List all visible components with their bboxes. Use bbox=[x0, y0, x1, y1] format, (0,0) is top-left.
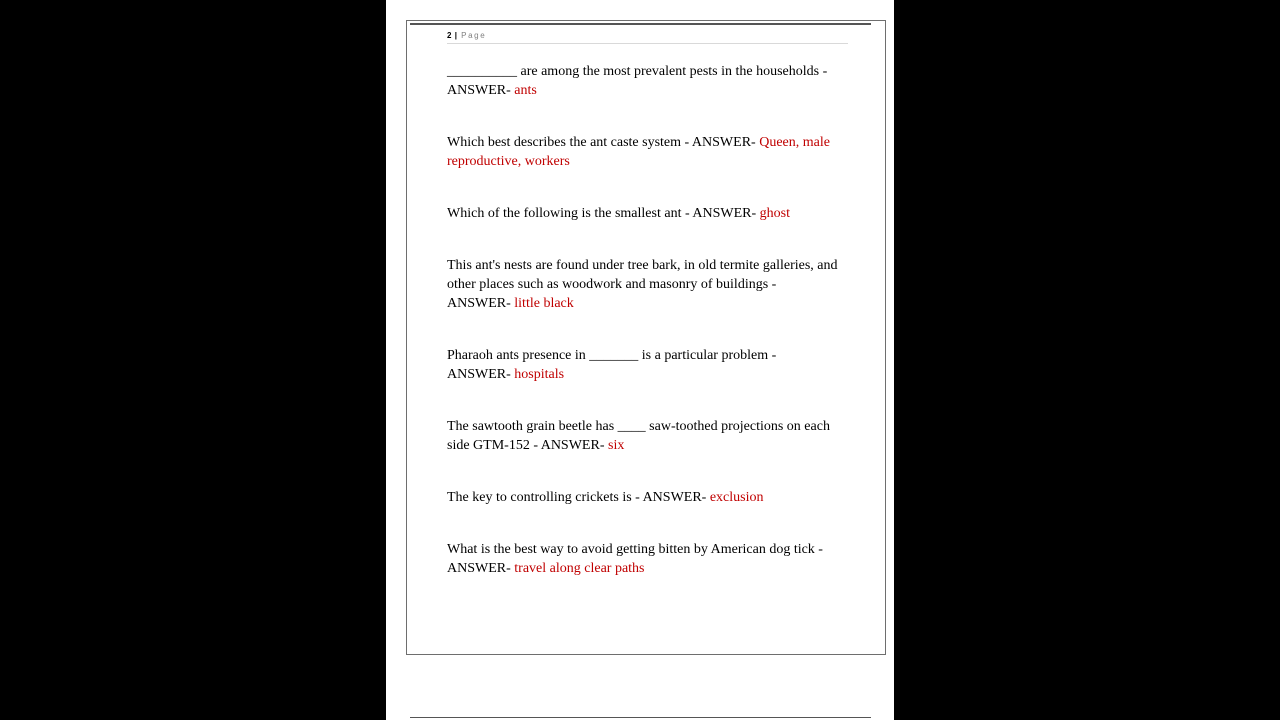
answer-text: ghost bbox=[759, 206, 790, 221]
answer-text: six bbox=[608, 438, 625, 453]
question-text: Which best describes the ant caste system - ANSWER- bbox=[447, 135, 756, 150]
answer-text: hospitals bbox=[514, 367, 565, 382]
question-text: Which of the following is the smallest ant - ANSWER- bbox=[447, 206, 757, 221]
page-label: Page bbox=[461, 31, 487, 40]
question-text: What is the best way to avoid getting bitten by American dog tick - ANSWER- bbox=[447, 542, 823, 576]
question-text: The key to controlling crickets is - ANSWER- bbox=[447, 490, 707, 505]
question-text: Pharaoh ants presence in _______ is a particular problem - ANSWER- bbox=[447, 348, 777, 382]
header-separator: | bbox=[454, 31, 457, 40]
page-header bbox=[447, 30, 848, 44]
answer-text: Queen, male reproductive, workers bbox=[447, 135, 830, 169]
question-text: This ant's nests are found under tree bark, in old termite galleries, and other places such as woodwork and masonry of buildings - ANSWER- bbox=[447, 258, 838, 311]
top-rule bbox=[410, 23, 871, 25]
page-number: 2 bbox=[447, 31, 452, 40]
answer-text: little black bbox=[514, 296, 574, 311]
answer-text: travel along clear paths bbox=[514, 561, 645, 576]
qa-item-2 bbox=[447, 133, 842, 171]
qa-item-3 bbox=[447, 204, 842, 223]
answer-text: ants bbox=[514, 83, 537, 98]
question-text: The sawtooth grain beetle has ____ saw-toothed projections on each side GTM-152 - ANSWER- bbox=[447, 419, 830, 453]
qa-item-4 bbox=[447, 256, 842, 313]
answer-text: exclusion bbox=[709, 490, 764, 505]
qa-item-7 bbox=[447, 488, 842, 507]
qa-item-6 bbox=[447, 417, 842, 455]
qa-item-1 bbox=[447, 62, 842, 100]
document-page bbox=[386, 0, 894, 720]
question-text: __________ are among the most prevalent pests in the households - ANSWER- bbox=[447, 64, 828, 98]
next-page-rule bbox=[410, 717, 871, 718]
qa-item-8 bbox=[447, 540, 842, 578]
qa-item-5 bbox=[447, 346, 842, 384]
